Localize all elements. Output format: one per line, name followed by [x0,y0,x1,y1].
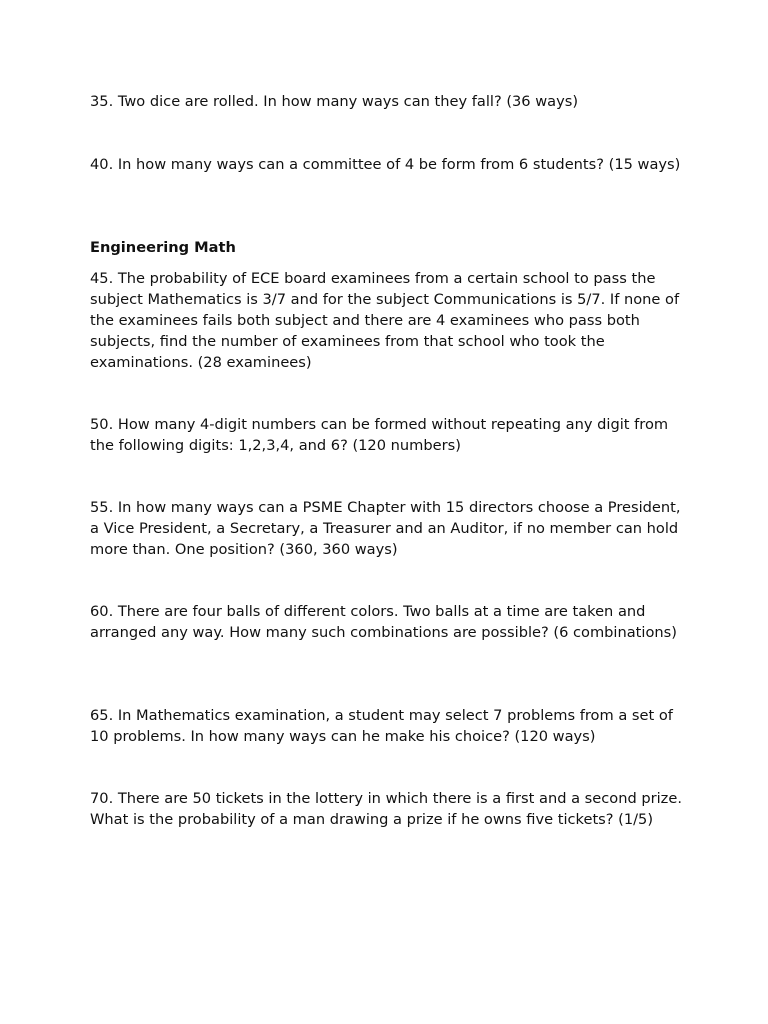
problem-45: 45. The probability of ECE board examinees from a certain school to pass the subject Mathematics is 3/7 and for the subject Communications is 5/7. If none of the examinees fails both subject and there are 4 examinees who pass both subjects, find the number of examinees from that school who took the examinations. (28 examinees) [90,270,680,371]
problem-35: 35. Two dice are rolled. In how many ways can they fall? (36 ways) [90,93,579,110]
problem-55: 55. In how many ways can a PSME Chapter with 15 directors choose a President, a Vice President, a Secretary, a Treasurer and an Auditor, if no member can hold more than. One position? (360, 360 ways) [90,499,681,558]
problem-70: 70. There are 50 tickets in the lottery in which there is a first and a second prize. What is the probability of a man drawing a prize if he owns five tickets? (1/5) [90,790,682,828]
problem-40: 40. In how many ways can a committee of 4 be form from 6 students? (15 ways) [90,156,681,173]
problem-50: 50. How many 4-digit numbers can be formed without repeating any digit from the following digits: 1,2,3,4, and 6? (120 numbers) [90,416,669,454]
section-heading: Engineering Math [90,239,236,256]
problem-60: 60. There are four balls of different colors. Two balls at a time are taken and arranged any way. How many such combinations are possible? (6 combinations) [90,603,677,641]
problem-65: 65. In Mathematics examination, a student may select 7 problems from a set of 10 problems. In how many ways can he make his choice? (120 ways) [90,707,673,745]
